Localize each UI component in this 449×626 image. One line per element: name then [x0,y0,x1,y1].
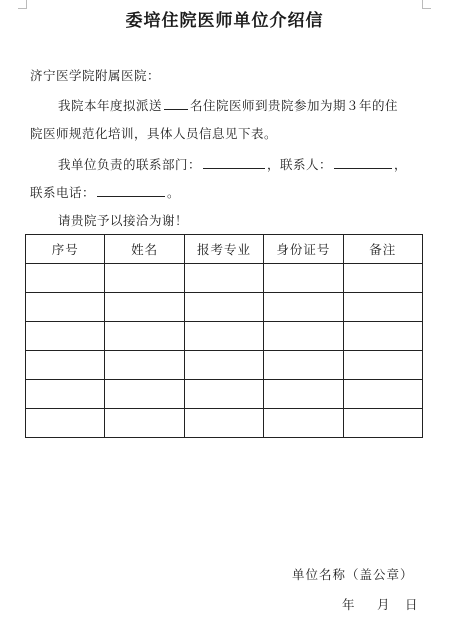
table-row [26,409,423,438]
header-id-number: 身份证号 [264,235,343,264]
table-cell[interactable] [184,293,263,322]
table-cell[interactable] [26,293,105,322]
paragraph-4: 请贵院予以接洽为谢！ [58,213,189,228]
table-row [26,264,423,293]
text-segment: 我单位负责的联系部门： [58,157,202,172]
signature-org: 单位名称（盖公章） [292,567,414,582]
table-cell[interactable] [264,409,343,438]
table-row [26,322,423,351]
table-cell[interactable] [264,264,343,293]
paragraph-3 [30,183,180,201]
header-name: 姓名 [105,235,184,264]
contact-person-blank[interactable] [334,156,392,169]
header-major: 报考专业 [184,235,263,264]
count-blank[interactable] [164,97,188,110]
phone-blank[interactable] [97,184,165,197]
text-segment: 名住院医师到贵院参加为期３年的住 [190,98,399,113]
table-cell[interactable] [343,409,422,438]
table-cell[interactable] [26,322,105,351]
paragraph-2 [58,155,407,173]
paragraph-1-line-2: 院医师规范化培训，具体人员信息见下表。 [30,126,278,141]
document-title: 委培住院医师单位介绍信 [125,11,324,31]
table-cell[interactable] [264,351,343,380]
table-header-row [26,235,423,264]
header-serial: 序号 [26,235,105,264]
table-cell[interactable] [105,322,184,351]
table-row [26,293,423,322]
table-row [26,351,423,380]
signature-month: 月 [377,597,391,612]
table-cell[interactable] [184,409,263,438]
table-cell[interactable] [343,293,422,322]
personnel-table [25,234,423,438]
table-cell[interactable] [105,409,184,438]
table-row [26,380,423,409]
table-cell[interactable] [105,380,184,409]
table-cell[interactable] [26,351,105,380]
paragraph-1-line-1 [58,96,398,114]
signature-day: 日 [405,597,419,612]
table-cell[interactable] [26,380,105,409]
table-cell[interactable] [26,264,105,293]
department-blank[interactable] [203,156,265,169]
table-cell[interactable] [105,264,184,293]
table-cell[interactable] [343,322,422,351]
table-cell[interactable] [343,264,422,293]
table-cell[interactable] [105,293,184,322]
table-cell[interactable] [264,322,343,351]
text-segment: 。 [167,185,181,200]
table-cell[interactable] [343,380,422,409]
addressee: 济宁医学院附属医院： [30,68,161,83]
table-cell[interactable] [26,409,105,438]
table-cell[interactable] [264,380,343,409]
text-segment: 联系电话： [30,185,96,200]
text-segment: 我院本年度拟派送 [58,98,163,113]
table-cell[interactable] [264,293,343,322]
table-cell[interactable] [184,264,263,293]
table-cell[interactable] [184,380,263,409]
table-cell[interactable] [184,322,263,351]
header-remarks: 备注 [343,235,422,264]
table-cell[interactable] [105,351,184,380]
table-cell[interactable] [343,351,422,380]
text-segment: ，联系人： [267,157,333,172]
table-body [26,264,423,438]
signature-year: 年 [342,597,356,612]
table-cell[interactable] [184,351,263,380]
text-segment: ， [394,157,408,172]
